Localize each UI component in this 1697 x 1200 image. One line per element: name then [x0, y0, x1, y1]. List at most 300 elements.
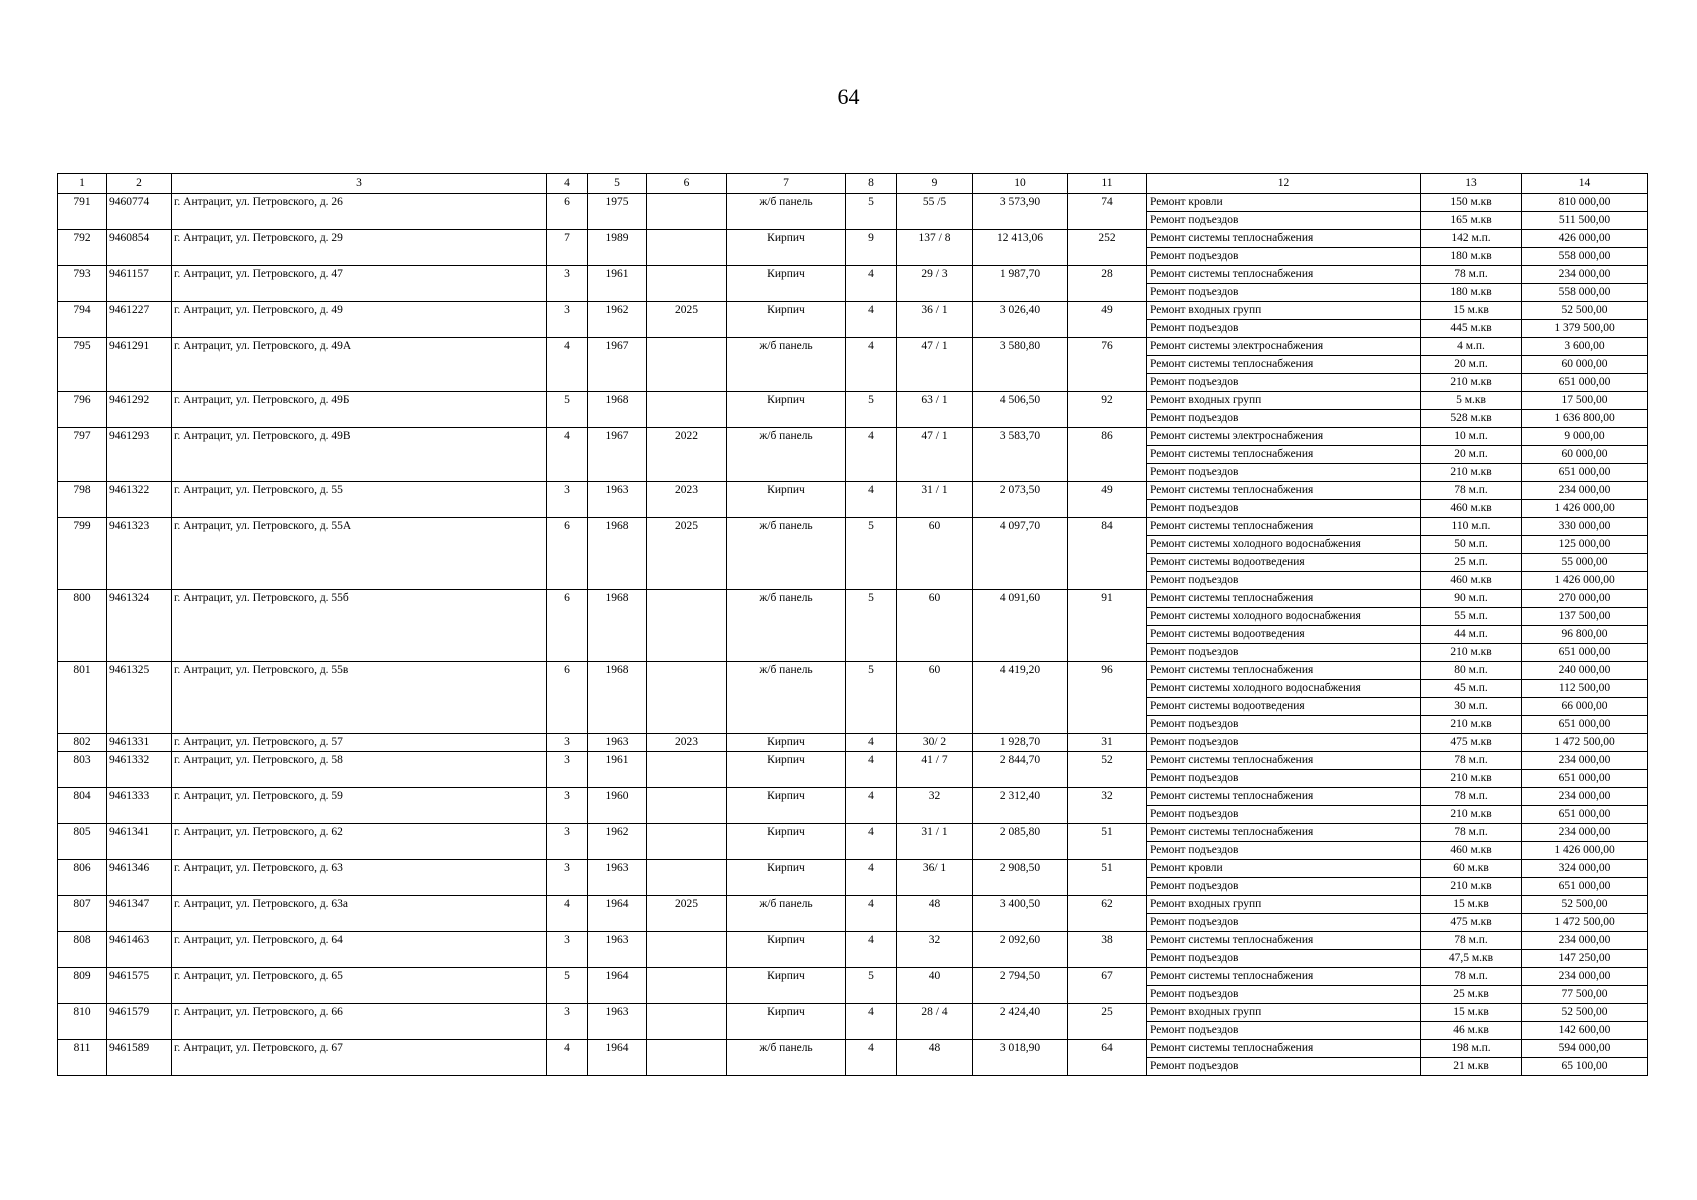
table-row [58, 860, 1648, 878]
total-area: 3 583,70 [973, 428, 1068, 482]
work-type: Ремонт системы водоотведения [1147, 698, 1421, 716]
floors-count: 4 [846, 788, 897, 824]
wall-material: Кирпич [727, 968, 846, 1004]
work-type: Ремонт системы теплоснабжения [1147, 824, 1421, 842]
building-code: 9461347 [107, 896, 172, 932]
work-type: Ремонт подъездов [1147, 734, 1421, 752]
work-quantity: 110 м.п. [1421, 518, 1522, 536]
building-address: г. Антрацит, ул. Петровского, д. 64 [172, 932, 547, 968]
total-area: 3 580,80 [973, 338, 1068, 392]
work-type: Ремонт кровли [1147, 194, 1421, 212]
row-number: 807 [58, 896, 107, 932]
construction-year: 1963 [588, 482, 647, 518]
column-6-value: 2025 [647, 518, 727, 590]
floors-count: 4 [846, 482, 897, 518]
table-row [58, 338, 1648, 356]
table-row [58, 518, 1648, 536]
work-type: Ремонт подъездов [1147, 986, 1421, 1004]
floors-count: 4 [846, 734, 897, 752]
table-row [58, 788, 1648, 806]
construction-year: 1967 [588, 338, 647, 392]
column-6-value [647, 392, 727, 428]
wall-material: Кирпич [727, 482, 846, 518]
column-4-value: 6 [547, 590, 588, 662]
construction-year: 1968 [588, 392, 647, 428]
work-type: Ремонт подъездов [1147, 806, 1421, 824]
work-type: Ремонт системы теплоснабжения [1147, 590, 1421, 608]
work-type: Ремонт входных групп [1147, 302, 1421, 320]
work-quantity: 25 м.п. [1421, 554, 1522, 572]
column-9-value: 29 / 3 [897, 266, 973, 302]
work-quantity: 60 м.кв [1421, 860, 1522, 878]
column-9-value: 137 / 8 [897, 230, 973, 266]
work-quantity: 210 м.кв [1421, 716, 1522, 734]
column-9-value: 63 / 1 [897, 392, 973, 428]
column-9-value: 55 /5 [897, 194, 973, 230]
work-type: Ремонт подъездов [1147, 644, 1421, 662]
work-quantity: 475 м.кв [1421, 734, 1522, 752]
construction-year: 1989 [588, 230, 647, 266]
work-cost: 66 000,00 [1522, 698, 1648, 716]
work-cost: 558 000,00 [1522, 248, 1648, 266]
row-number: 803 [58, 752, 107, 788]
work-type: Ремонт системы электроснабжения [1147, 428, 1421, 446]
work-type: Ремонт подъездов [1147, 878, 1421, 896]
column-4-value: 3 [547, 932, 588, 968]
work-quantity: 210 м.кв [1421, 374, 1522, 392]
column-4-value: 3 [547, 860, 588, 896]
total-area: 2 908,50 [973, 860, 1068, 896]
work-quantity: 210 м.кв [1421, 878, 1522, 896]
building-address: г. Антрацит, ул. Петровского, д. 63 [172, 860, 547, 896]
construction-year: 1960 [588, 788, 647, 824]
floors-count: 5 [846, 518, 897, 590]
work-cost: 125 000,00 [1522, 536, 1648, 554]
work-quantity: 78 м.п. [1421, 752, 1522, 770]
header-cell: 7 [727, 174, 846, 194]
total-area: 2 312,40 [973, 788, 1068, 824]
work-cost: 60 000,00 [1522, 356, 1648, 374]
building-code: 9461323 [107, 518, 172, 590]
building-code: 9461579 [107, 1004, 172, 1040]
column-4-value: 3 [547, 1004, 588, 1040]
row-number: 793 [58, 266, 107, 302]
work-quantity: 460 м.кв [1421, 500, 1522, 518]
table-row [58, 266, 1648, 284]
total-area: 3 026,40 [973, 302, 1068, 338]
work-quantity: 78 м.п. [1421, 824, 1522, 842]
work-quantity: 198 м.п. [1421, 1040, 1522, 1058]
row-number: 799 [58, 518, 107, 590]
work-type: Ремонт системы холодного водоснабжения [1147, 680, 1421, 698]
work-cost: 52 500,00 [1522, 1004, 1648, 1022]
column-6-value [647, 590, 727, 662]
column-9-value: 36 / 1 [897, 302, 973, 338]
wall-material: Кирпич [727, 824, 846, 860]
work-cost: 1 426 000,00 [1522, 500, 1648, 518]
row-number: 804 [58, 788, 107, 824]
work-type: Ремонт подъездов [1147, 1022, 1421, 1040]
column-9-value: 31 / 1 [897, 824, 973, 860]
work-cost: 810 000,00 [1522, 194, 1648, 212]
construction-year: 1975 [588, 194, 647, 230]
building-address: г. Антрацит, ул. Петровского, д. 49В [172, 428, 547, 482]
building-address: г. Антрацит, ул. Петровского, д. 49 [172, 302, 547, 338]
total-area: 2 844,70 [973, 752, 1068, 788]
work-quantity: 78 м.п. [1421, 482, 1522, 500]
wall-material: ж/б панель [727, 338, 846, 392]
work-type: Ремонт подъездов [1147, 374, 1421, 392]
table-row [58, 302, 1648, 320]
building-address: г. Антрацит, ул. Петровского, д. 29 [172, 230, 547, 266]
column-4-value: 3 [547, 824, 588, 860]
work-type: Ремонт системы теплоснабжения [1147, 1040, 1421, 1058]
work-quantity: 45 м.п. [1421, 680, 1522, 698]
total-area: 3 018,90 [973, 1040, 1068, 1076]
table-row [58, 194, 1648, 212]
work-cost: 651 000,00 [1522, 464, 1648, 482]
work-cost: 234 000,00 [1522, 752, 1648, 770]
floors-count: 5 [846, 194, 897, 230]
floors-count: 4 [846, 932, 897, 968]
table-body [58, 194, 1648, 1076]
table-row [58, 896, 1648, 914]
column-11-value: 64 [1068, 1040, 1147, 1076]
work-cost: 1 472 500,00 [1522, 914, 1648, 932]
building-address: г. Антрацит, ул. Петровского, д. 65 [172, 968, 547, 1004]
work-quantity: 15 м.кв [1421, 302, 1522, 320]
work-type: Ремонт системы водоотведения [1147, 554, 1421, 572]
row-number: 791 [58, 194, 107, 230]
total-area: 1 987,70 [973, 266, 1068, 302]
row-number: 801 [58, 662, 107, 734]
column-9-value: 60 [897, 662, 973, 734]
work-type: Ремонт системы холодного водоснабжения [1147, 608, 1421, 626]
total-area: 2 794,50 [973, 968, 1068, 1004]
work-type: Ремонт подъездов [1147, 842, 1421, 860]
row-number: 809 [58, 968, 107, 1004]
floors-count: 4 [846, 428, 897, 482]
work-quantity: 47,5 м.кв [1421, 950, 1522, 968]
header-row [58, 174, 1648, 194]
row-number: 805 [58, 824, 107, 860]
building-code: 9461227 [107, 302, 172, 338]
column-6-value [647, 266, 727, 302]
wall-material: Кирпич [727, 230, 846, 266]
column-6-value [647, 788, 727, 824]
work-type: Ремонт подъездов [1147, 500, 1421, 518]
header-cell: 4 [547, 174, 588, 194]
building-code: 9461293 [107, 428, 172, 482]
work-cost: 426 000,00 [1522, 230, 1648, 248]
work-cost: 9 000,00 [1522, 428, 1648, 446]
building-code: 9461589 [107, 1040, 172, 1076]
row-number: 800 [58, 590, 107, 662]
floors-count: 5 [846, 392, 897, 428]
work-type: Ремонт подъездов [1147, 950, 1421, 968]
row-number: 797 [58, 428, 107, 482]
work-cost: 17 500,00 [1522, 392, 1648, 410]
work-type: Ремонт системы теплоснабжения [1147, 932, 1421, 950]
floors-count: 4 [846, 1004, 897, 1040]
total-area: 4 091,60 [973, 590, 1068, 662]
column-9-value: 48 [897, 896, 973, 932]
work-cost: 651 000,00 [1522, 878, 1648, 896]
work-cost: 234 000,00 [1522, 266, 1648, 284]
wall-material: ж/б панель [727, 518, 846, 590]
work-type: Ремонт системы теплоснабжения [1147, 482, 1421, 500]
building-address: г. Антрацит, ул. Петровского, д. 47 [172, 266, 547, 302]
wall-material: ж/б панель [727, 194, 846, 230]
column-4-value: 4 [547, 1040, 588, 1076]
building-address: г. Антрацит, ул. Петровского, д. 26 [172, 194, 547, 230]
work-quantity: 4 м.п. [1421, 338, 1522, 356]
building-address: г. Антрацит, ул. Петровского, д. 63а [172, 896, 547, 932]
building-address: г. Антрацит, ул. Петровского, д. 66 [172, 1004, 547, 1040]
wall-material: ж/б панель [727, 662, 846, 734]
column-4-value: 7 [547, 230, 588, 266]
work-quantity: 44 м.п. [1421, 626, 1522, 644]
header-cell: 2 [107, 174, 172, 194]
column-4-value: 3 [547, 752, 588, 788]
column-9-value: 36/ 1 [897, 860, 973, 896]
construction-year: 1961 [588, 266, 647, 302]
column-4-value: 3 [547, 482, 588, 518]
work-quantity: 475 м.кв [1421, 914, 1522, 932]
work-type: Ремонт подъездов [1147, 914, 1421, 932]
wall-material: Кирпич [727, 266, 846, 302]
column-11-value: 51 [1068, 860, 1147, 896]
building-address: г. Антрацит, ул. Петровского, д. 55б [172, 590, 547, 662]
column-11-value: 91 [1068, 590, 1147, 662]
floors-count: 4 [846, 896, 897, 932]
total-area: 4 097,70 [973, 518, 1068, 590]
wall-material: Кирпич [727, 860, 846, 896]
floors-count: 4 [846, 824, 897, 860]
column-9-value: 60 [897, 590, 973, 662]
work-cost: 52 500,00 [1522, 896, 1648, 914]
construction-year: 1968 [588, 518, 647, 590]
work-quantity: 78 м.п. [1421, 968, 1522, 986]
column-9-value: 40 [897, 968, 973, 1004]
construction-year: 1961 [588, 752, 647, 788]
work-cost: 1 426 000,00 [1522, 572, 1648, 590]
work-quantity: 15 м.кв [1421, 1004, 1522, 1022]
work-quantity: 528 м.кв [1421, 410, 1522, 428]
column-6-value [647, 968, 727, 1004]
column-11-value: 62 [1068, 896, 1147, 932]
work-type: Ремонт подъездов [1147, 770, 1421, 788]
floors-count: 5 [846, 968, 897, 1004]
column-6-value [647, 230, 727, 266]
column-4-value: 3 [547, 734, 588, 752]
work-type: Ремонт подъездов [1147, 410, 1421, 428]
building-address: г. Антрацит, ул. Петровского, д. 62 [172, 824, 547, 860]
total-area: 2 092,60 [973, 932, 1068, 968]
work-quantity: 90 м.п. [1421, 590, 1522, 608]
page-number: 64 [837, 84, 860, 109]
work-quantity: 180 м.кв [1421, 284, 1522, 302]
work-type: Ремонт системы теплоснабжения [1147, 230, 1421, 248]
work-cost: 240 000,00 [1522, 662, 1648, 680]
column-11-value: 49 [1068, 302, 1147, 338]
row-number: 796 [58, 392, 107, 428]
work-cost: 112 500,00 [1522, 680, 1648, 698]
building-code: 9461341 [107, 824, 172, 860]
building-address: г. Антрацит, ул. Петровского, д. 58 [172, 752, 547, 788]
header-cell: 13 [1421, 174, 1522, 194]
total-area: 3 573,90 [973, 194, 1068, 230]
building-code: 9461157 [107, 266, 172, 302]
building-address: г. Антрацит, ул. Петровского, д. 55 [172, 482, 547, 518]
row-number: 802 [58, 734, 107, 752]
column-9-value: 47 / 1 [897, 338, 973, 392]
building-code: 9461463 [107, 932, 172, 968]
table-row [58, 932, 1648, 950]
total-area: 12 413,06 [973, 230, 1068, 266]
work-quantity: 142 м.п. [1421, 230, 1522, 248]
floors-count: 4 [846, 338, 897, 392]
work-cost: 96 800,00 [1522, 626, 1648, 644]
work-quantity: 210 м.кв [1421, 770, 1522, 788]
floors-count: 9 [846, 230, 897, 266]
total-area: 4 419,20 [973, 662, 1068, 734]
building-code: 9461292 [107, 392, 172, 428]
floors-count: 4 [846, 752, 897, 788]
work-type: Ремонт подъездов [1147, 716, 1421, 734]
work-cost: 55 000,00 [1522, 554, 1648, 572]
work-type: Ремонт подъездов [1147, 572, 1421, 590]
work-quantity: 180 м.кв [1421, 248, 1522, 266]
table-row [58, 734, 1648, 752]
column-9-value: 47 / 1 [897, 428, 973, 482]
work-cost: 3 600,00 [1522, 338, 1648, 356]
work-cost: 234 000,00 [1522, 788, 1648, 806]
work-cost: 594 000,00 [1522, 1040, 1648, 1058]
work-quantity: 445 м.кв [1421, 320, 1522, 338]
building-address: г. Антрацит, ул. Петровского, д. 59 [172, 788, 547, 824]
wall-material: ж/б панель [727, 590, 846, 662]
work-type: Ремонт кровли [1147, 860, 1421, 878]
building-address: г. Антрацит, ул. Петровского, д. 55в [172, 662, 547, 734]
building-code: 9461333 [107, 788, 172, 824]
building-code: 9461291 [107, 338, 172, 392]
work-quantity: 15 м.кв [1421, 896, 1522, 914]
column-4-value: 6 [547, 662, 588, 734]
header-cell: 9 [897, 174, 973, 194]
work-cost: 60 000,00 [1522, 446, 1648, 464]
work-cost: 270 000,00 [1522, 590, 1648, 608]
column-4-value: 4 [547, 896, 588, 932]
column-11-value: 51 [1068, 824, 1147, 860]
wall-material: Кирпич [727, 788, 846, 824]
work-cost: 147 250,00 [1522, 950, 1648, 968]
total-area: 1 928,70 [973, 734, 1068, 752]
column-6-value: 2022 [647, 428, 727, 482]
column-4-value: 3 [547, 302, 588, 338]
column-4-value: 3 [547, 266, 588, 302]
column-6-value [647, 824, 727, 860]
table-row [58, 968, 1648, 986]
wall-material: Кирпич [727, 932, 846, 968]
work-cost: 234 000,00 [1522, 482, 1648, 500]
column-6-value [647, 932, 727, 968]
row-number: 794 [58, 302, 107, 338]
work-quantity: 10 м.п. [1421, 428, 1522, 446]
construction-year: 1968 [588, 662, 647, 734]
column-11-value: 86 [1068, 428, 1147, 482]
table-row [58, 428, 1648, 446]
wall-material: ж/б панель [727, 896, 846, 932]
building-code: 9461332 [107, 752, 172, 788]
building-address: г. Антрацит, ул. Петровского, д. 67 [172, 1040, 547, 1076]
wall-material: Кирпич [727, 1004, 846, 1040]
work-cost: 651 000,00 [1522, 806, 1648, 824]
work-quantity: 165 м.кв [1421, 212, 1522, 230]
work-type: Ремонт подъездов [1147, 212, 1421, 230]
construction-year: 1963 [588, 932, 647, 968]
column-6-value [647, 194, 727, 230]
column-4-value: 6 [547, 194, 588, 230]
work-cost: 330 000,00 [1522, 518, 1648, 536]
building-address: г. Антрацит, ул. Петровского, д. 49Б [172, 392, 547, 428]
column-11-value: 92 [1068, 392, 1147, 428]
work-type: Ремонт подъездов [1147, 248, 1421, 266]
column-9-value: 32 [897, 932, 973, 968]
wall-material: ж/б панель [727, 1040, 846, 1076]
column-11-value: 25 [1068, 1004, 1147, 1040]
work-cost: 1 472 500,00 [1522, 734, 1648, 752]
repair-program-table [57, 173, 1648, 1076]
total-area: 3 400,50 [973, 896, 1068, 932]
building-code: 9460854 [107, 230, 172, 266]
wall-material: Кирпич [727, 734, 846, 752]
work-cost: 142 600,00 [1522, 1022, 1648, 1040]
row-number: 808 [58, 932, 107, 968]
table-row [58, 230, 1648, 248]
row-number: 798 [58, 482, 107, 518]
column-6-value [647, 1040, 727, 1076]
work-quantity: 21 м.кв [1421, 1058, 1522, 1076]
building-address: г. Антрацит, ул. Петровского, д. 55А [172, 518, 547, 590]
construction-year: 1963 [588, 1004, 647, 1040]
column-11-value: 67 [1068, 968, 1147, 1004]
floors-count: 4 [846, 860, 897, 896]
work-quantity: 50 м.п. [1421, 536, 1522, 554]
work-quantity: 460 м.кв [1421, 572, 1522, 590]
work-cost: 1 636 800,00 [1522, 410, 1648, 428]
work-quantity: 55 м.п. [1421, 608, 1522, 626]
work-quantity: 25 м.кв [1421, 986, 1522, 1004]
work-cost: 324 000,00 [1522, 860, 1648, 878]
table-row [58, 482, 1648, 500]
building-address: г. Антрацит, ул. Петровского, д. 57 [172, 734, 547, 752]
construction-year: 1964 [588, 1040, 647, 1076]
construction-year: 1963 [588, 734, 647, 752]
work-type: Ремонт системы теплоснабжения [1147, 788, 1421, 806]
construction-year: 1964 [588, 896, 647, 932]
header-cell: 11 [1068, 174, 1147, 194]
work-type: Ремонт системы теплоснабжения [1147, 266, 1421, 284]
work-quantity: 210 м.кв [1421, 806, 1522, 824]
table-row [58, 752, 1648, 770]
work-type: Ремонт входных групп [1147, 1004, 1421, 1022]
work-quantity: 78 м.п. [1421, 932, 1522, 950]
column-11-value: 52 [1068, 752, 1147, 788]
column-6-value: 2025 [647, 896, 727, 932]
table-row [58, 1040, 1648, 1058]
table-header [58, 174, 1648, 194]
